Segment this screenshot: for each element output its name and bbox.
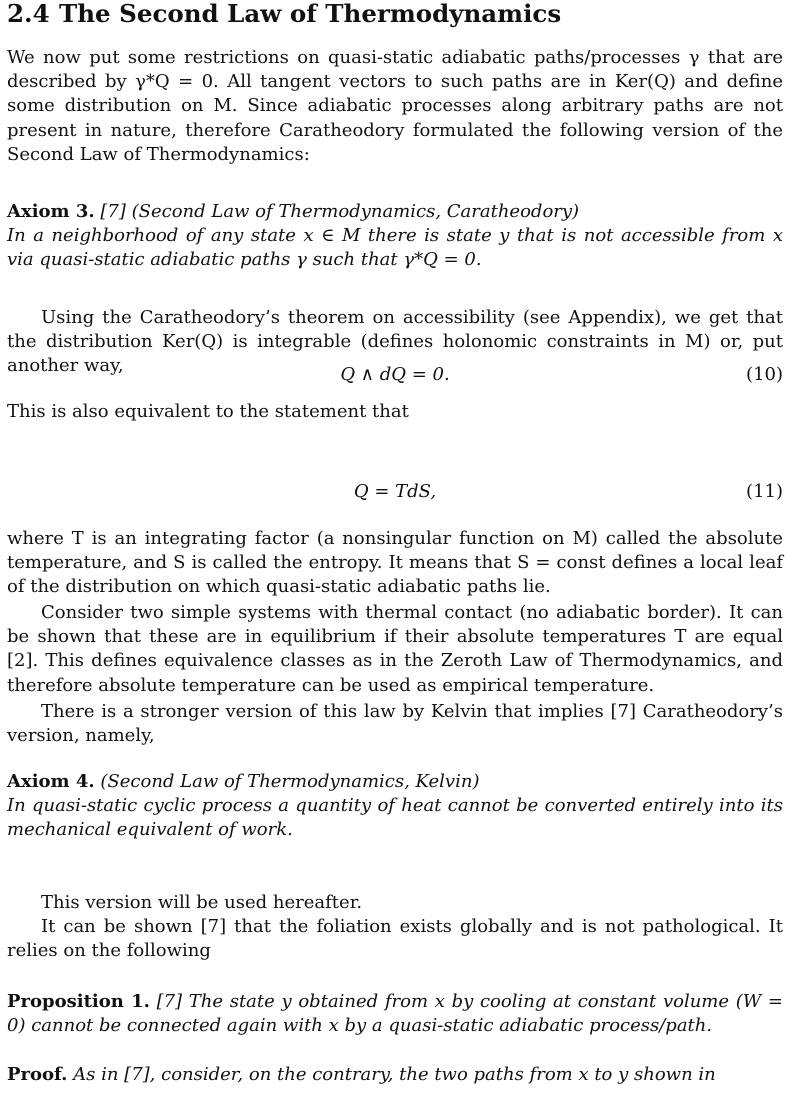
- proposition-1: [7, 990, 783, 1038]
- section-number: 2.4: [7, 0, 50, 28]
- axiom-4-note: (Second Law of Thermodynamics, Kelvin): [100, 771, 480, 792]
- equivalence-sentence: This is also equivalent to the statement that: [7, 401, 409, 422]
- axiom-4-label: Axiom 4.: [7, 771, 95, 792]
- equilibrium-paragraph: Consider two simple systems with thermal contact (no adiabatic border). It can be shown that these are in equilibrium if their absolute temperatures T are equal [2]. This defines equivalence classes as in the Zeroth Law of Thermodynamics, and therefore absolute temperature can be used as empirical temperature.: [7, 602, 783, 696]
- equation-10-body: Q ∧ dQ = 0.: [340, 364, 450, 385]
- axiom-3: [7, 200, 783, 273]
- kelvin-intro-paragraph: There is a stronger version of this law by Kelvin that implies [7] Caratheodory’s version, namely,: [7, 701, 783, 747]
- section-title: The Second Law of Thermodynamics: [59, 0, 562, 28]
- temperature-paragraph: where T is an integrating factor (a nonsingular function on M) called the absolute temperature, and S is called the entropy. It means that S = const defines a local leaf of the distribution on which quasi-static adiabatic paths lie.: [7, 528, 783, 598]
- proposition-1-label: Proposition 1.: [7, 991, 150, 1012]
- accessibility-paragraph: Using the Caratheodory’s theorem on accessibility (see Appendix), we get that the distribution Ker(Q) is integrable (defines holonomic constraints in M) or, put another way,: [7, 307, 783, 377]
- proposition-1-text: [7] The state y obtained from x by cooling at constant volume (W = 0) cannot be connected again with x by a quasi-static adiabatic process/path.: [7, 991, 784, 1037]
- proof-text: As in [7], consider, on the contrary, the two paths from x to y shown in: [73, 1064, 716, 1085]
- equation-10: [7, 363, 783, 387]
- intro-paragraph: We now put some restrictions on quasi-static adiabatic paths/processes γ that are described by γ*Q = 0. All tangent vectors to such paths are in Ker(Q) and define some distribution on M. Since adiabatic processes along arbitrary paths are not present in nature, therefore Caratheodory formulated the following version of the Second Law of Thermodynamics:: [7, 47, 783, 165]
- equation-10-number: (10): [746, 364, 783, 385]
- equation-11-body: Q = TdS,: [353, 481, 437, 502]
- hereafter-paragraph: This version will be used hereafter.: [41, 892, 363, 913]
- axiom-4: [7, 770, 783, 843]
- section-heading: [7, 2, 561, 26]
- proof-label: Proof.: [7, 1064, 68, 1085]
- foliation-paragraph: It can be shown [7] that the foliation exists globally and is not pathological. It relies on the following: [7, 916, 783, 962]
- equation-11: [7, 480, 783, 504]
- equation-11-number: (11): [746, 481, 783, 502]
- axiom-4-text: In quasi-static cyclic process a quantity of heat cannot be converted entirely into its mechanical equivalent of work.: [7, 795, 783, 841]
- proof: [7, 1063, 783, 1087]
- axiom-3-note: [7] (Second Law of Thermodynamics, Caratheodory): [100, 201, 580, 222]
- axiom-3-text: In a neighborhood of any state x ∈ M there is state y that is not accessible from x via quasi-static adiabatic paths γ such that γ*Q = 0.: [7, 225, 783, 271]
- axiom-3-label: Axiom 3.: [7, 201, 95, 222]
